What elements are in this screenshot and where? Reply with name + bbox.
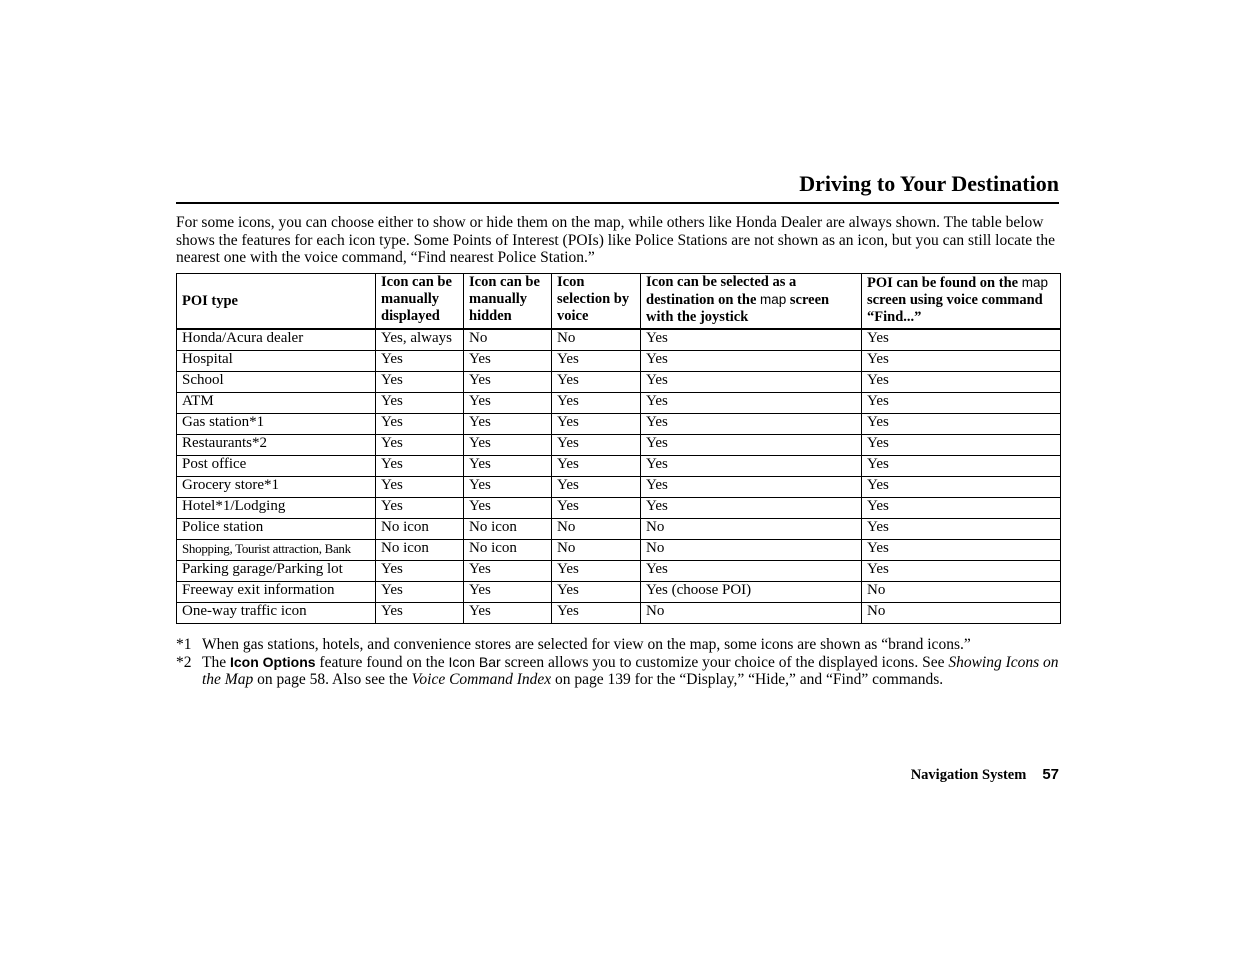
poi-type-cell: Gas station*1 [177,414,376,435]
table-cell: Yes [552,456,641,477]
poi-type-cell: Police station [177,519,376,540]
footnote-1 [176,636,1061,654]
poi-type-cell: Hospital [177,351,376,372]
table-cell: Yes [862,477,1061,498]
footnote-2-text: The Icon Options feature found on the Icon Bar screen allows you to customize your choice of the displayed icons. See Showing Icons on the Map on page 58. Also see the Voice Command Index on page 139 for the “Display,” “Hide,” and “Find” commands. [202,653,1059,688]
table-cell: Yes [464,561,552,582]
table-cell: No icon [464,540,552,561]
ref-showing-icons: Showing Icons on the Map [202,653,1059,688]
page-title: Driving to Your Destination [799,171,1059,196]
poi-type-cell: Post office [177,456,376,477]
poi-type-cell: Shopping, Tourist attraction, Bank [177,540,376,561]
table-header-row [177,274,1061,330]
table-cell: Yes [376,561,464,582]
table-row [177,603,1061,624]
table-cell: Yes [641,498,862,519]
table-cell: No [862,582,1061,603]
table-cell: Yes [376,393,464,414]
table-cell: Yes [552,435,641,456]
table-cell: No [641,603,862,624]
table-cell: Yes [862,561,1061,582]
poi-type-cell: ATM [177,393,376,414]
table-cell: Yes [641,561,862,582]
intro-paragraph: For some icons, you can choose either to show or hide them on the map, while others like Honda Dealer are always shown. The table below shows the features for each icon type. Some Points of Interest (POIs) like Police Stations are not shown as an icon, but you can still locate the nearest one with the voice command, “Find nearest Police Station.” [176,214,1055,266]
table-cell: Yes [464,603,552,624]
poi-type-cell: Restaurants*2 [177,435,376,456]
header-hidden: Icon can be manually hidden [464,274,552,330]
table-cell: Yes [862,435,1061,456]
table-cell: Yes [641,351,862,372]
header-voice: Icon selection by voice [552,274,641,330]
page-footer [911,766,1059,784]
footnote-1-mark: *1 [176,636,192,653]
table-cell: Yes [376,372,464,393]
table-row [177,561,1061,582]
table-cell: Yes [552,414,641,435]
table-cell: No [552,519,641,540]
table-cell: Yes [641,329,862,351]
poi-type-cell: Freeway exit information [177,582,376,603]
table-cell: Yes [552,603,641,624]
table-row [177,582,1061,603]
table-cell: No icon [464,519,552,540]
table-cell: Yes [641,456,862,477]
poi-table [176,273,1061,624]
table-cell: Yes [464,456,552,477]
footer-section-name: Navigation System [910,767,1027,783]
table-cell: Yes [464,498,552,519]
poi-type-cell: School [177,372,376,393]
table-cell: Yes [862,519,1061,540]
table-cell: No [641,540,862,561]
table-cell: Yes [464,351,552,372]
header-joystick: Icon can be selected as a destination on the map screen with the joystick [641,274,862,330]
table-cell: Yes [552,561,641,582]
header-find: POI can be found on the map screen using voice command “Find...” [862,274,1061,330]
table-cell: No icon [376,540,464,561]
table-cell: No [641,519,862,540]
table-cell: Yes [376,477,464,498]
table-row [177,329,1061,351]
table-cell: No [862,603,1061,624]
table-cell: Yes [376,351,464,372]
table-cell: Yes [376,456,464,477]
table-row [177,372,1061,393]
table-cell: Yes [464,372,552,393]
title-rule [176,202,1059,204]
table-row [177,414,1061,435]
header-poi-type: POI type [177,274,376,330]
poi-type-cell: Honda/Acura dealer [177,329,376,351]
table-row [177,351,1061,372]
table-row [177,498,1061,519]
table-cell: Yes [862,372,1061,393]
table-row [177,393,1061,414]
poi-type-cell: One-way traffic icon [177,603,376,624]
table-cell: Yes [641,393,862,414]
table-row [177,456,1061,477]
table-cell: No [552,329,641,351]
table-cell: Yes [552,393,641,414]
table-cell: Yes [862,456,1061,477]
table-cell: Yes [862,540,1061,561]
poi-type-cell: Grocery store*1 [177,477,376,498]
table-cell: Yes [862,329,1061,351]
table-cell: Yes, always [376,329,464,351]
table-cell: Yes [862,351,1061,372]
table-cell: Yes [552,477,641,498]
table-cell: No [552,540,641,561]
table-cell: Yes [464,477,552,498]
page-number: 57 [1042,766,1059,783]
table-cell: Yes [641,372,862,393]
table-cell: No icon [376,519,464,540]
table-cell: Yes [552,372,641,393]
ref-voice-command-index: Voice Command Index [411,671,552,688]
table-row [177,435,1061,456]
table-cell: Yes [862,414,1061,435]
table-row [177,477,1061,498]
icon-options-label: Icon Options [229,653,316,670]
table-row [177,519,1061,540]
table-cell: Yes [376,435,464,456]
table-cell: Yes [464,393,552,414]
icon-bar-label: Icon Bar [448,653,501,670]
table-cell: Yes [862,393,1061,414]
poi-type-cell: Hotel*1/Lodging [177,498,376,519]
table-cell: Yes [641,435,862,456]
table-cell: Yes [464,582,552,603]
table-cell: No [464,329,552,351]
table-cell: Yes [552,582,641,603]
footnotes [176,636,1061,689]
table-cell: Yes [862,498,1061,519]
table-cell: Yes [376,414,464,435]
table-cell: Yes [552,498,641,519]
table-cell: Yes [641,414,862,435]
header-displayed: Icon can be manually displayed [376,274,464,330]
table-cell: Yes (choose POI) [641,582,862,603]
table-cell: Yes [376,498,464,519]
table-row [177,540,1061,561]
table-cell: Yes [464,414,552,435]
footnote-1-text: When gas stations, hotels, and convenience stores are selected for view on the map, some icons are shown as “brand icons.” [202,636,971,653]
poi-type-cell: Parking garage/Parking lot [177,561,376,582]
table-body [177,329,1061,624]
table-cell: Yes [376,582,464,603]
footnote-2 [176,654,1061,689]
table-cell: Yes [464,435,552,456]
table-cell: Yes [552,351,641,372]
table-cell: Yes [376,603,464,624]
table-cell: Yes [641,477,862,498]
footnote-2-mark: *2 [176,653,192,671]
